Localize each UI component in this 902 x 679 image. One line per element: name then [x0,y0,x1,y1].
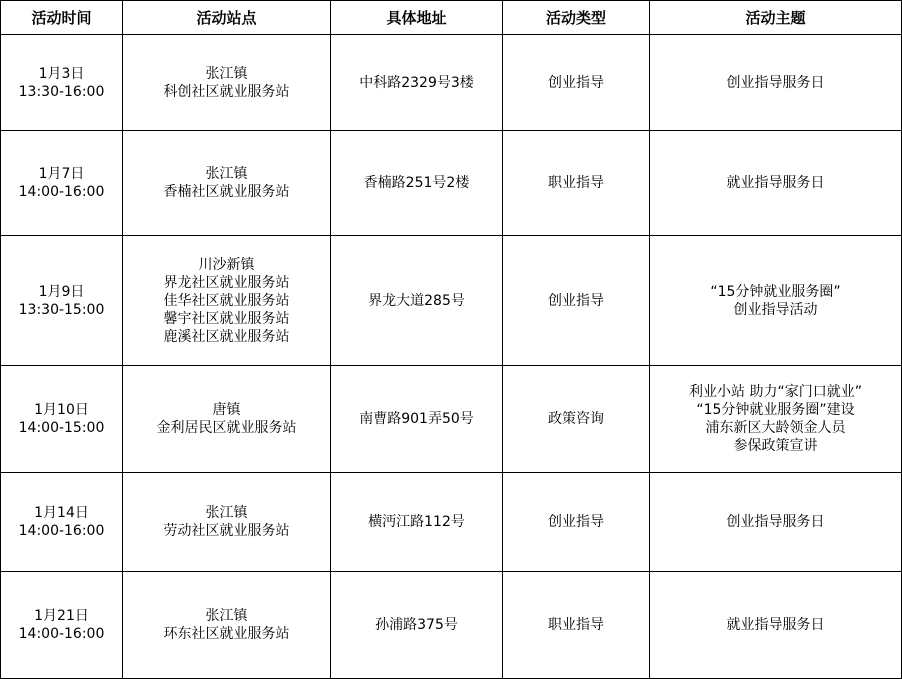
table-row [1,131,902,236]
table-row [1,236,902,366]
cell-address: 中科路2329号3楼 [331,35,503,131]
table-row [1,366,902,473]
cell-theme: “15分钟就业服务圈” 创业指导活动 [650,236,902,366]
cell-site: 张江镇 香楠社区就业服务站 [123,131,331,236]
cell-type: 创业指导 [503,473,650,572]
cell-address: 孙浦路375号 [331,572,503,679]
header-activity-type: 活动类型 [503,1,650,35]
cell-theme: 利业小站 助力“家门口就业” “15分钟就业服务圈”建设 浦东新区大龄领金人员 参保政策宣讲 [650,366,902,473]
cell-time: 1月3日 13:30-16:00 [1,35,123,131]
table-row [1,35,902,131]
cell-site: 张江镇 环东社区就业服务站 [123,572,331,679]
cell-type: 职业指导 [503,572,650,679]
cell-type: 创业指导 [503,35,650,131]
cell-type: 职业指导 [503,131,650,236]
cell-address: 南曹路901弄50号 [331,366,503,473]
table-header-row [1,1,902,35]
header-activity-time: 活动时间 [1,1,123,35]
cell-time: 1月14日 14:00-16:00 [1,473,123,572]
cell-theme: 就业指导服务日 [650,131,902,236]
cell-theme: 创业指导服务日 [650,35,902,131]
header-activity-theme: 活动主题 [650,1,902,35]
cell-address: 界龙大道285号 [331,236,503,366]
cell-time: 1月9日 13:30-15:00 [1,236,123,366]
cell-address: 横沔江路112号 [331,473,503,572]
cell-theme: 创业指导服务日 [650,473,902,572]
header-address: 具体地址 [331,1,503,35]
cell-time: 1月10日 14:00-15:00 [1,366,123,473]
cell-site: 张江镇 劳动社区就业服务站 [123,473,331,572]
header-activity-site: 活动站点 [123,1,331,35]
table-row [1,572,902,679]
cell-site: 张江镇 科创社区就业服务站 [123,35,331,131]
cell-type: 创业指导 [503,236,650,366]
cell-site: 川沙新镇 界龙社区就业服务站 佳华社区就业服务站 馨宇社区就业服务站 鹿溪社区就业服务站 [123,236,331,366]
table-row [1,473,902,572]
cell-type: 政策咨询 [503,366,650,473]
cell-time: 1月7日 14:00-16:00 [1,131,123,236]
cell-address: 香楠路251号2楼 [331,131,503,236]
cell-theme: 就业指导服务日 [650,572,902,679]
cell-time: 1月21日 14:00-16:00 [1,572,123,679]
cell-site: 唐镇 金利居民区就业服务站 [123,366,331,473]
